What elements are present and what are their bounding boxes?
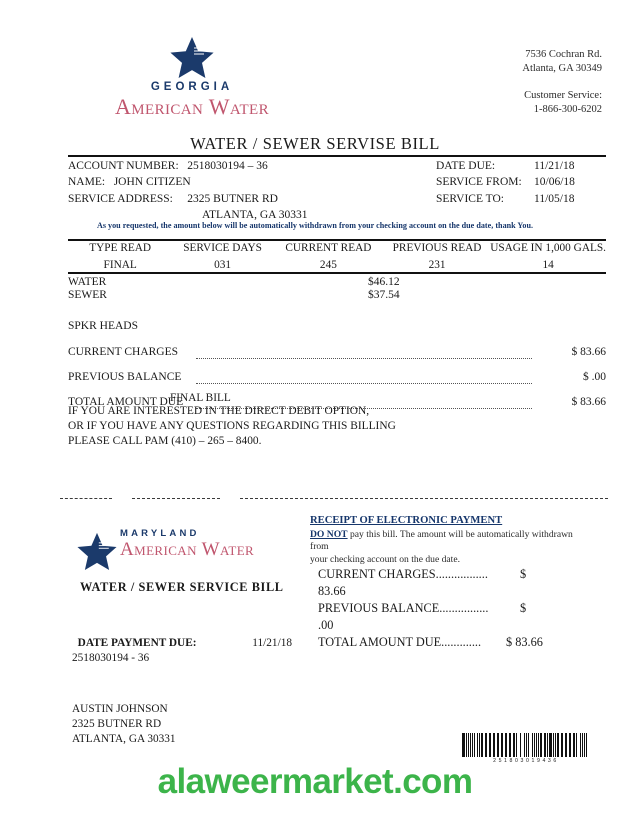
- service-address-row: [68, 191, 606, 207]
- previous-balance-row: [68, 371, 606, 396]
- stub-amounts: [318, 566, 576, 651]
- company-address-line2: Atlanta, GA 30349: [522, 62, 602, 74]
- receipt-body-line1: pay this bill. The amount will be automatically withdrawn from: [310, 528, 573, 553]
- sewer-charge-row: [68, 289, 606, 302]
- spkr-heads-label: SPKR HEADS: [68, 320, 138, 332]
- stub-account-number: 2518030194 - 36: [72, 652, 150, 665]
- service-to-row: [436, 191, 574, 207]
- stub-previous-balance-row: [318, 600, 576, 617]
- table-row: [68, 255, 606, 273]
- service-from-label: SERVICE FROM:: [436, 176, 522, 189]
- stub-total-due-amount: $ 83.66: [506, 634, 543, 649]
- receipt-body-line2: your checking account on the due date.: [310, 553, 460, 565]
- logo-state-name: GEORGIA: [150, 81, 234, 93]
- date-due-label: DATE DUE:: [436, 160, 496, 172]
- stub-logo-brand-name: American Water: [120, 539, 255, 560]
- barcode: [462, 733, 590, 764]
- mailing-address: [72, 702, 176, 747]
- meter-value-current-read: 245: [319, 259, 337, 271]
- sewer-amount: $37.54: [368, 289, 400, 301]
- meter-reading-table: [68, 241, 606, 273]
- stub-total-due-row: [318, 634, 576, 651]
- page-title: WATER / SEWER SERVISE BILL: [190, 134, 440, 153]
- meter-header-previous-read: PREVIOUS READ: [392, 242, 482, 254]
- dotted-leader: [196, 358, 532, 359]
- georgia-american-water-logo: [92, 36, 292, 120]
- previous-balance-label: PREVIOUS BALANCE: [68, 371, 182, 383]
- account-block-top-rule: [68, 155, 606, 157]
- service-address-line2: ATLANTA, GA 30331: [202, 208, 308, 221]
- company-address-line1: 7536 Cochran Rd.: [525, 49, 602, 60]
- autopay-notice: As you requested, the amount below will be automatically withdrawn from your checking account on the due date, thank You.: [96, 221, 534, 230]
- service-to-value: 11/05/18: [534, 192, 575, 205]
- name-label: NAME:: [68, 176, 106, 189]
- meter-header-service-days: SERVICE DAYS: [183, 242, 262, 254]
- account-number-row: [68, 158, 606, 174]
- stub-logo-state-name: MARYLAND: [120, 528, 200, 539]
- date-due-row: [436, 158, 574, 174]
- account-summary: [68, 158, 606, 223]
- service-from-row: [436, 174, 575, 190]
- meter-header-current-read: CURRENT READ: [285, 242, 372, 254]
- receipt-heading: RECEIPT OF ELECTRONIC PAYMENT: [310, 515, 503, 526]
- customer-service-phone: 1-866-300-6202: [533, 103, 602, 115]
- stub-total-due-label: TOTAL AMOUNT DUE.............: [318, 634, 482, 649]
- billing-notes: [68, 404, 396, 449]
- current-charges-row: [68, 346, 606, 371]
- mailing-address-line1: 2325 BUTNER RD: [72, 718, 162, 731]
- meter-value-service-days: 031: [214, 259, 232, 271]
- date-payment-due-block: [72, 636, 292, 667]
- meter-header-type-read: TYPE READ: [89, 242, 152, 254]
- final-bill-label: FINAL BILL: [170, 392, 231, 404]
- service-address-label: SERVICE ADDRESS:: [68, 192, 173, 205]
- receipt-donot-emphasis: DO NOT: [310, 528, 348, 540]
- star-icon: [76, 532, 118, 570]
- stub-current-charges-row: [318, 566, 576, 583]
- stub-current-charges-label: CURRENT CHARGES.................: [318, 567, 488, 581]
- tear-off-separator: [60, 498, 608, 500]
- stub-current-charges-value: 83.66: [318, 583, 346, 598]
- barcode-bars: [462, 733, 590, 757]
- company-address: [522, 48, 602, 116]
- charges-section: [68, 276, 606, 421]
- billing-note-line2: OR IF YOU HAVE ANY QUESTIONS REGARDING THIS BILLING: [68, 420, 396, 433]
- meter-value-previous-read: 231: [428, 259, 446, 271]
- date-due-value: 11/21/18: [534, 160, 575, 172]
- service-to-label: SERVICE TO:: [436, 192, 504, 205]
- customer-service-label: Customer Service:: [524, 89, 602, 101]
- water-charge-row: [68, 276, 606, 289]
- billing-note-line1: IF YOU ARE INTERESTED IN THE DIRECT DEBIT OPTION,: [68, 405, 370, 417]
- maryland-american-water-logo: [76, 528, 286, 568]
- water-amount: $46.12: [368, 276, 400, 288]
- current-charges-amount: $ 83.66: [571, 346, 606, 358]
- water-label: WATER: [68, 276, 107, 288]
- current-charges-label: CURRENT CHARGES: [68, 346, 179, 358]
- page-header: [0, 36, 630, 126]
- stub-title: WATER / SEWER SERVICE BILL: [80, 580, 284, 594]
- stub-previous-balance-currency: $: [520, 600, 527, 615]
- service-from-value: 10/06/18: [534, 176, 575, 189]
- date-payment-due-value: 11/21/18: [252, 637, 292, 649]
- meter-value-usage: 14: [542, 259, 554, 271]
- previous-balance-amount: $ .00: [583, 371, 606, 383]
- stub-previous-balance-label: PREVIOUS BALANCE................: [318, 600, 489, 615]
- meter-value-type-read: FINAL: [103, 259, 137, 271]
- dotted-leader: [196, 383, 532, 384]
- sewer-label: SEWER: [68, 289, 107, 301]
- logo-brand-name: American Water: [114, 94, 270, 119]
- account-number-label: ACCOUNT NUMBER:: [68, 160, 179, 172]
- meter-table-bottom-rule: [68, 272, 606, 274]
- spkr-heads-row: [68, 320, 606, 333]
- total-amount-due-label: TOTAL AMOUNT DUE: [68, 396, 184, 408]
- name-value: JOHN CITIZEN: [113, 176, 191, 189]
- meter-header-usage: USAGE IN 1,000 GALS.: [490, 242, 606, 254]
- meter-header-row: [68, 241, 606, 255]
- account-number-value: 2518030194 – 36: [187, 160, 268, 172]
- star-icon: [169, 36, 215, 78]
- stub-previous-balance-value: .00: [318, 617, 334, 632]
- name-row: [68, 174, 606, 190]
- electronic-payment-receipt: [310, 514, 578, 566]
- mailing-address-line2: ATLANTA, GA 30331: [72, 733, 176, 746]
- barcode-number: 251803019436: [493, 758, 559, 764]
- billing-note-line3: PLEASE CALL PAM (410) – 265 – 8400.: [68, 435, 262, 448]
- total-amount-due-amount: $ 83.66: [571, 396, 606, 408]
- date-payment-due-label: DATE PAYMENT DUE:: [77, 637, 197, 649]
- mailing-name: AUSTIN JOHNSON: [72, 703, 168, 715]
- site-watermark: alaweermarket.com: [157, 762, 473, 801]
- stub-current-charges-currency: $: [520, 567, 527, 581]
- service-address-line1: 2325 BUTNER RD: [187, 192, 278, 205]
